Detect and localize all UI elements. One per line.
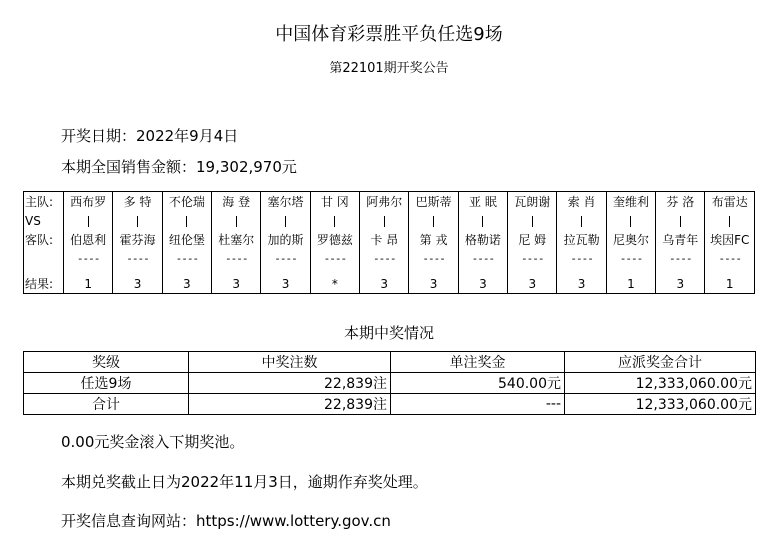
away-team: 格勒诺 (458, 230, 507, 249)
home-team: 塞尔塔 (261, 192, 310, 212)
dash-line: ---- (64, 249, 113, 268)
match-table (23, 191, 755, 294)
home-team: 不伦瑞 (162, 192, 211, 212)
issue-subtitle: 第22101期开奖公告 (329, 61, 449, 76)
home-team: 瓦朗谢 (508, 192, 557, 212)
away-row (24, 230, 755, 249)
cell-level: 任选9场 (24, 373, 189, 394)
home-team: 奎维利 (606, 192, 655, 212)
match-result: 3 (212, 274, 261, 294)
match-result: 3 (409, 274, 458, 294)
header-level: 奖级 (24, 352, 189, 373)
away-team: 乌青年 (656, 230, 705, 249)
vs-label: VS (24, 211, 64, 230)
cell-unit-prize: 540.00元 (391, 373, 565, 394)
vs-divider-line (384, 216, 385, 227)
vs-divider-line (532, 216, 533, 227)
cell-count: 22,839注 (189, 394, 391, 415)
away-team: 罗德兹 (310, 230, 359, 249)
away-team: 伯恩利 (64, 230, 113, 249)
dash-line: ---- (606, 249, 655, 268)
match-result: 3 (458, 274, 507, 294)
away-team: 卡 昂 (360, 230, 409, 249)
vs-divider-line (88, 216, 89, 227)
vs-divider (409, 211, 458, 230)
page-title: 中国体育彩票胜平负任选9场 (275, 24, 503, 45)
vs-divider-line (433, 216, 434, 227)
result-label: 结果: (24, 274, 64, 294)
vs-divider (212, 211, 261, 230)
vs-divider (557, 211, 606, 230)
vs-divider (261, 211, 310, 230)
away-team: 拉瓦勒 (557, 230, 606, 249)
vs-divider-line (630, 216, 631, 227)
draw-date: 开奖日期：2022年9月4日 (61, 127, 239, 145)
away-team: 尼 姆 (508, 230, 557, 249)
vs-divider-line (334, 216, 335, 227)
home-team: 阿弗尔 (360, 192, 409, 212)
home-row (24, 192, 755, 212)
match-result: * (310, 274, 359, 294)
prize-row (24, 373, 756, 394)
away-team: 加的斯 (261, 230, 310, 249)
home-team: 巴斯蒂 (409, 192, 458, 212)
vs-divider-line (680, 216, 681, 227)
section-title: 本期中奖情况 (343, 324, 434, 342)
vs-row (24, 211, 755, 230)
vs-divider (162, 211, 211, 230)
vs-divider-line (186, 216, 187, 227)
vs-divider (113, 211, 162, 230)
home-team: 布雷达 (705, 192, 755, 212)
home-team: 甘 冈 (310, 192, 359, 212)
vs-divider-line (236, 216, 237, 227)
vs-divider (360, 211, 409, 230)
cell-unit-prize: --- (391, 394, 565, 415)
match-result: 3 (360, 274, 409, 294)
vs-divider-line (581, 216, 582, 227)
vs-divider-line (285, 216, 286, 227)
cell-count: 22,839注 (189, 373, 391, 394)
home-team: 亚 眠 (458, 192, 507, 212)
cell-level: 合计 (24, 394, 189, 415)
dash-line: ---- (310, 249, 359, 268)
dash-line: ---- (705, 249, 755, 268)
home-team: 多 特 (113, 192, 162, 212)
website-info: 开奖信息查询网站：https://www.lottery.gov.cn (61, 512, 391, 530)
home-team: 芬 洛 (656, 192, 705, 212)
dash-line: ---- (113, 249, 162, 268)
dash-line: ---- (458, 249, 507, 268)
dash-line: ---- (212, 249, 261, 268)
header-total: 应派奖金合计 (565, 352, 756, 373)
prize-header-row (24, 352, 756, 373)
away-team: 纽伦堡 (162, 230, 211, 249)
vs-divider-line (137, 216, 138, 227)
home-team: 海 登 (212, 192, 261, 212)
dash-line: ---- (162, 249, 211, 268)
match-result: 3 (557, 274, 606, 294)
home-label: 主队: (24, 192, 64, 212)
vs-divider-line (729, 216, 730, 227)
total-row (24, 394, 756, 415)
dash-row (24, 249, 755, 268)
match-result: 3 (113, 274, 162, 294)
vs-divider (508, 211, 557, 230)
dash-line: ---- (360, 249, 409, 268)
dash-line: ---- (508, 249, 557, 268)
home-team: 索 肖 (557, 192, 606, 212)
home-team: 西布罗 (64, 192, 113, 212)
vs-divider (705, 211, 755, 230)
match-result: 3 (162, 274, 211, 294)
vs-divider (64, 211, 113, 230)
match-result: 1 (705, 274, 755, 294)
match-result: 3 (261, 274, 310, 294)
cell-total: 12,333,060.00元 (565, 394, 756, 415)
match-result: 3 (508, 274, 557, 294)
away-team: 霍芬海 (113, 230, 162, 249)
dash-line: ---- (409, 249, 458, 268)
away-team: 第 戎 (409, 230, 458, 249)
vs-divider (310, 211, 359, 230)
result-row (24, 274, 755, 294)
away-team: 杜塞尔 (212, 230, 261, 249)
sales-amount: 本期全国销售金额：19,302,970元 (61, 158, 297, 176)
away-label: 客队: (24, 230, 64, 249)
dash-line: ---- (656, 249, 705, 268)
match-result: 3 (656, 274, 705, 294)
vs-divider (606, 211, 655, 230)
away-team: 尼奥尔 (606, 230, 655, 249)
cell-total: 12,333,060.00元 (565, 373, 756, 394)
dash-line: ---- (261, 249, 310, 268)
pool-note: 0.00元奖金滚入下期奖池。 (61, 433, 245, 451)
match-result: 1 (64, 274, 113, 294)
vs-divider (656, 211, 705, 230)
match-result: 1 (606, 274, 655, 294)
claim-deadline: 本期兑奖截止日为2022年11月3日，逾期作弃奖处理。 (61, 473, 428, 491)
header-unit-prize: 单注奖金 (391, 352, 565, 373)
prize-table (23, 351, 756, 415)
away-team: 埃因FC (705, 230, 755, 249)
vs-divider (458, 211, 507, 230)
dash-line: ---- (557, 249, 606, 268)
header-count: 中奖注数 (189, 352, 391, 373)
vs-divider-line (482, 216, 483, 227)
